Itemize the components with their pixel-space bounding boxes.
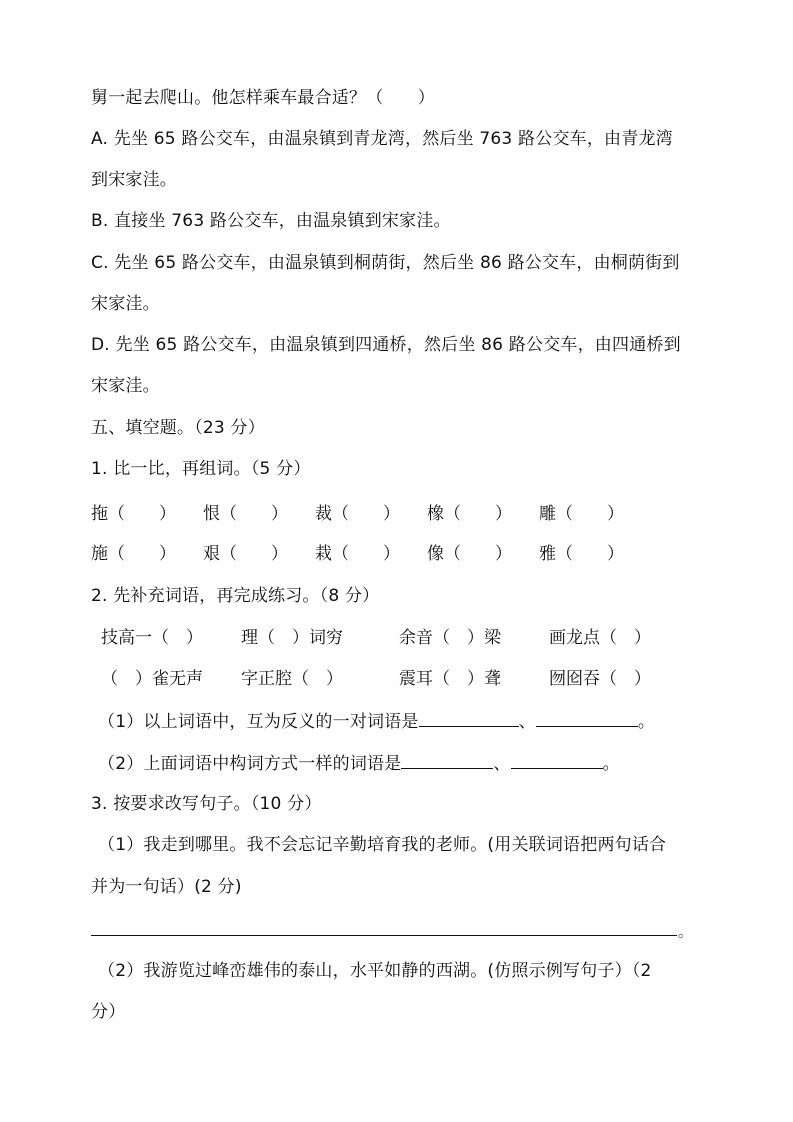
option-text: 先坐 65 路公交车，由温泉镇到四通桥，然后坐 86 路公交车，由四通桥到 (115, 335, 681, 355)
q3-sub2: （2）我游览过峰峦雄伟的泰山，水平如静的西湖。(仿照示例写句子）（2 (98, 961, 652, 981)
q2-sub1 (98, 710, 655, 733)
idiom-blank[interactable]: （ ）雀无声 (101, 669, 203, 689)
q2-sub2 (98, 752, 620, 775)
option-b (91, 210, 451, 232)
option-a (91, 128, 673, 150)
word-blank[interactable]: 橡（ ） (427, 504, 512, 524)
option-d-cont: 宋家洼。 (91, 376, 160, 396)
word-blank[interactable]: 艰（ ） (203, 544, 288, 564)
word-blank[interactable]: 像（ ） (427, 544, 512, 564)
q3-sub1: （1）我走到哪里。我不会忘记辛勤培育我的老师。(用关联词语把两句话合 (98, 835, 667, 855)
option-d (91, 334, 681, 356)
period: 。 (602, 754, 620, 774)
option-text: 先坐 65 路公交车，由温泉镇到桐荫街，然后坐 86 路公交车，由桐荫街到 (114, 253, 680, 273)
option-label: B. (91, 211, 109, 231)
q3-sub2-cont: 分） (91, 1002, 126, 1022)
answer-blank[interactable] (401, 752, 493, 769)
word-blank[interactable]: 施（ ） (91, 544, 176, 564)
option-a-cont: 到宋家洼。 (91, 170, 177, 190)
section-title: 五、填空题。（23 分） (91, 418, 265, 438)
q3-sub1-cont: 并为一句话）(2 分) (91, 877, 242, 897)
option-text: 先坐 65 路公交车，由温泉镇到青龙湾，然后坐 763 路公交车，由青龙湾 (113, 129, 673, 149)
answer-period: 。 (678, 925, 692, 941)
idiom-blank[interactable]: 理（ ）词穷 (241, 628, 343, 648)
word-blank[interactable]: 恨（ ） (203, 504, 288, 524)
word-blank[interactable]: 雕（ ） (539, 504, 624, 524)
idiom-blank[interactable]: 震耳（ ）聋 (399, 669, 501, 689)
word-blank[interactable]: 裁（ ） (315, 504, 400, 524)
question-stem-tail: 舅一起去爬山。他怎样乘车最合适？（ ） (91, 88, 435, 108)
idiom-blank[interactable]: 余音（ ）梁 (399, 628, 501, 648)
option-label: C. (91, 253, 109, 273)
idiom-blank[interactable]: 技高一（ ） (101, 628, 203, 648)
answer-blank[interactable] (511, 752, 603, 769)
option-label: D. (91, 335, 110, 355)
answer-line[interactable] (91, 935, 677, 936)
idiom-blank[interactable]: 画龙点（ ） (549, 628, 651, 648)
q2-sub1-prompt: （1）以上词语中，互为反义的一对词语是 (98, 712, 419, 732)
idiom-blank[interactable]: 字正腔（ ） (241, 669, 343, 689)
answer-blank[interactable] (419, 710, 519, 727)
idiom-blank[interactable]: 囫囵吞（ ） (549, 669, 651, 689)
separator: 、 (493, 754, 511, 774)
q3-title: 3. 按要求改写句子。（10 分） (91, 794, 322, 814)
word-blank[interactable]: 雅（ ） (539, 544, 624, 564)
option-text: 直接坐 763 路公交车，由温泉镇到宋家洼。 (114, 211, 451, 231)
option-c (91, 252, 680, 274)
option-c-cont: 宋家洼。 (91, 294, 160, 314)
q2-title: 2. 先补充词语，再完成练习。（8 分） (91, 586, 380, 606)
answer-blank[interactable] (536, 710, 638, 727)
separator: 、 (518, 712, 536, 732)
option-label: A. (91, 129, 109, 149)
word-blank[interactable]: 拖（ ） (91, 504, 176, 524)
period: 。 (637, 712, 656, 732)
word-blank[interactable]: 栽（ ） (315, 544, 400, 564)
q2-sub2-prompt: （2）上面词语中构词方式一样的词语是 (98, 754, 402, 774)
q1-title: 1. 比一比，再组词。（5 分） (91, 459, 311, 479)
